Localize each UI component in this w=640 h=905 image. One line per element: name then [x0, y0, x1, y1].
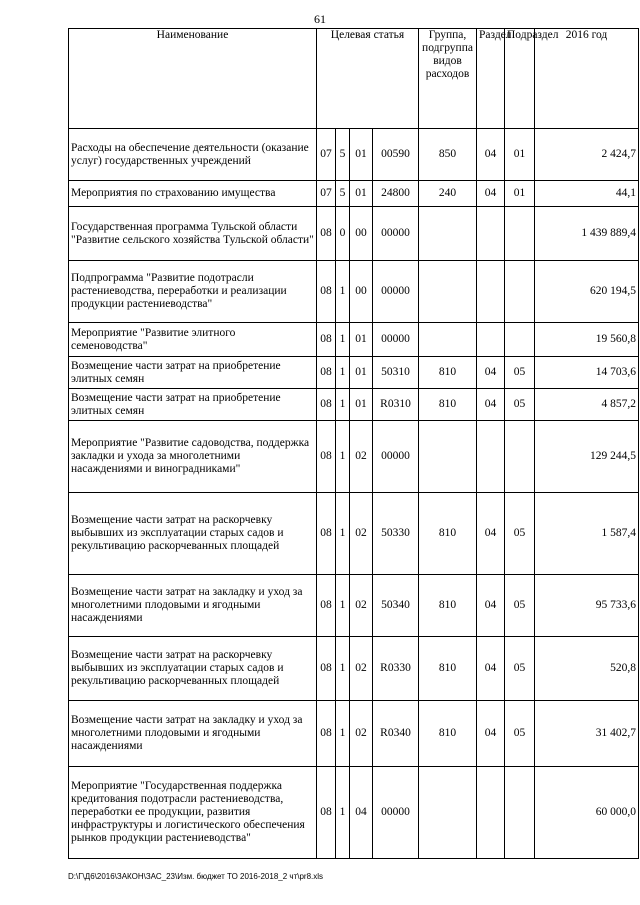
row-code-program: 07 — [317, 181, 336, 207]
row-code-direction: 00000 — [373, 323, 419, 357]
row-section — [477, 261, 505, 323]
row-group — [419, 323, 477, 357]
row-code-direction: 50310 — [373, 357, 419, 389]
row-subsection: 05 — [505, 575, 535, 637]
row-code-program: 08 — [317, 357, 336, 389]
header-group: Группа, подгруппа видов расходов — [419, 29, 477, 129]
row-code-event: 02 — [350, 701, 373, 767]
row-group: 850 — [419, 129, 477, 181]
row-code-direction: 50330 — [373, 493, 419, 575]
row-code-program: 07 — [317, 129, 336, 181]
header-name: Наименование — [69, 29, 317, 129]
row-name: Мероприятие "Развитие элитного семеноводства" — [69, 323, 317, 357]
row-subsection: 05 — [505, 637, 535, 701]
row-amount: 1 587,4 — [535, 493, 639, 575]
row-code-subprogram: 1 — [336, 357, 350, 389]
table-row — [69, 181, 639, 207]
row-section: 04 — [477, 637, 505, 701]
table-row — [69, 493, 639, 575]
row-section — [477, 767, 505, 859]
row-code-subprogram: 1 — [336, 421, 350, 493]
row-code-event: 04 — [350, 767, 373, 859]
row-code-program: 08 — [317, 493, 336, 575]
row-section: 04 — [477, 701, 505, 767]
table-row — [69, 389, 639, 421]
row-section: 04 — [477, 493, 505, 575]
row-amount: 14 703,6 — [535, 357, 639, 389]
row-code-subprogram: 1 — [336, 575, 350, 637]
row-group: 810 — [419, 493, 477, 575]
row-code-direction: R0310 — [373, 389, 419, 421]
row-subsection: 05 — [505, 493, 535, 575]
row-code-direction: 00000 — [373, 421, 419, 493]
row-group: 810 — [419, 637, 477, 701]
row-amount: 95 733,6 — [535, 575, 639, 637]
row-amount: 4 857,2 — [535, 389, 639, 421]
row-section — [477, 323, 505, 357]
row-code-event: 02 — [350, 575, 373, 637]
row-subsection: 01 — [505, 129, 535, 181]
row-group — [419, 261, 477, 323]
row-code-direction: 00000 — [373, 207, 419, 261]
row-subsection — [505, 207, 535, 261]
table-row — [69, 767, 639, 859]
row-code-event: 01 — [350, 357, 373, 389]
row-name: Возмещение части затрат на раскорчевку выбывших из эксплуатации старых садов и рекультивацию раскорчеванных площадей — [69, 493, 317, 575]
row-subsection: 05 — [505, 701, 535, 767]
row-code-event: 01 — [350, 129, 373, 181]
row-name: Возмещение части затрат на приобретение элитных семян — [69, 389, 317, 421]
row-code-event: 00 — [350, 207, 373, 261]
table-row — [69, 261, 639, 323]
row-subsection — [505, 767, 535, 859]
row-code-event: 02 — [350, 493, 373, 575]
row-subsection: 05 — [505, 389, 535, 421]
row-section: 04 — [477, 129, 505, 181]
row-code-direction: R0330 — [373, 637, 419, 701]
row-group — [419, 207, 477, 261]
row-code-program: 08 — [317, 575, 336, 637]
row-name: Мероприятие "Развитие садоводства, поддержка закладки и ухода за многолетними насаждениями и виноградниками" — [69, 421, 317, 493]
row-section — [477, 421, 505, 493]
row-amount: 2 424,7 — [535, 129, 639, 181]
row-group — [419, 767, 477, 859]
table-row — [69, 575, 639, 637]
row-amount: 129 244,5 — [535, 421, 639, 493]
row-subsection — [505, 421, 535, 493]
row-code-subprogram: 0 — [336, 207, 350, 261]
row-code-program: 08 — [317, 701, 336, 767]
row-amount: 520,8 — [535, 637, 639, 701]
row-code-subprogram: 1 — [336, 261, 350, 323]
row-code-direction: 00000 — [373, 261, 419, 323]
row-code-program: 08 — [317, 389, 336, 421]
row-group: 810 — [419, 389, 477, 421]
row-code-direction: 50340 — [373, 575, 419, 637]
header-row — [69, 29, 639, 129]
header-section: Раздел — [477, 29, 505, 129]
row-group — [419, 421, 477, 493]
row-code-subprogram: 1 — [336, 701, 350, 767]
table-row — [69, 129, 639, 181]
header-year: 2016 год — [535, 29, 639, 129]
row-name: Возмещение части затрат на раскорчевку выбывших из эксплуатации старых садов и рекультивацию раскорчеванных площадей — [69, 637, 317, 701]
row-code-program: 08 — [317, 261, 336, 323]
row-code-program: 08 — [317, 207, 336, 261]
row-code-direction: 24800 — [373, 181, 419, 207]
row-code-program: 08 — [317, 323, 336, 357]
row-code-subprogram: 1 — [336, 389, 350, 421]
row-code-subprogram: 5 — [336, 181, 350, 207]
row-code-subprogram: 1 — [336, 493, 350, 575]
row-subsection — [505, 261, 535, 323]
row-section: 04 — [477, 181, 505, 207]
table-row — [69, 637, 639, 701]
table-row — [69, 421, 639, 493]
row-group: 810 — [419, 575, 477, 637]
table-row — [69, 701, 639, 767]
row-amount: 19 560,8 — [535, 323, 639, 357]
row-code-program: 08 — [317, 637, 336, 701]
row-amount: 31 402,7 — [535, 701, 639, 767]
row-section: 04 — [477, 575, 505, 637]
row-code-subprogram: 1 — [336, 323, 350, 357]
header-target-article: Целевая статья — [317, 29, 419, 129]
row-section: 04 — [477, 389, 505, 421]
row-code-event: 02 — [350, 421, 373, 493]
row-code-event: 01 — [350, 389, 373, 421]
row-name: Возмещение части затрат на закладку и уход за многолетними плодовыми и ягодными насаждениями — [69, 701, 317, 767]
row-subsection: 05 — [505, 357, 535, 389]
row-code-event: 01 — [350, 181, 373, 207]
table-row — [69, 207, 639, 261]
row-code-subprogram: 5 — [336, 129, 350, 181]
row-code-subprogram: 1 — [336, 767, 350, 859]
row-amount: 44,1 — [535, 181, 639, 207]
row-amount: 1 439 889,4 — [535, 207, 639, 261]
row-code-event: 02 — [350, 637, 373, 701]
row-group: 240 — [419, 181, 477, 207]
row-name: Подпрограмма "Развитие подотрасли растениеводства, переработки и реализации продукции растениеводства" — [69, 261, 317, 323]
budget-table — [68, 28, 639, 859]
header-subsection: Подраздел — [505, 29, 535, 129]
row-code-event: 01 — [350, 323, 373, 357]
row-code-direction: R0340 — [373, 701, 419, 767]
row-group: 810 — [419, 357, 477, 389]
row-code-program: 08 — [317, 767, 336, 859]
row-name: Государственная программа Тульской области "Развитие сельского хозяйства Тульской области" — [69, 207, 317, 261]
row-amount: 620 194,5 — [535, 261, 639, 323]
row-subsection — [505, 323, 535, 357]
row-amount: 60 000,0 — [535, 767, 639, 859]
row-section — [477, 207, 505, 261]
page-number: 61 — [314, 12, 326, 26]
table-row — [69, 323, 639, 357]
row-group: 810 — [419, 701, 477, 767]
row-section: 04 — [477, 357, 505, 389]
row-subsection: 01 — [505, 181, 535, 207]
row-code-event: 00 — [350, 261, 373, 323]
row-name: Мероприятия по страхованию имущества — [69, 181, 317, 207]
row-name: Возмещение части затрат на закладку и уход за многолетними плодовыми и ягодными насаждениями — [69, 575, 317, 637]
file-path-footer: D:\Г\Д6\2016\ЗАКОН\ЗАС_23\Изм. бюджет ТО 2016-2018_2 чт\pr8.xls — [68, 872, 324, 881]
row-name: Возмещение части затрат на приобретение элитных семян — [69, 357, 317, 389]
row-code-direction: 00590 — [373, 129, 419, 181]
row-name: Мероприятие "Государственная поддержка кредитования подотрасли растениеводства, переработки ее продукции, развития инфраструктуры и логистического обеспечения рынков продукции растениеводства" — [69, 767, 317, 859]
row-name: Расходы на обеспечение деятельности (оказание услуг) государственных учреждений — [69, 129, 317, 181]
row-code-program: 08 — [317, 421, 336, 493]
table-row — [69, 357, 639, 389]
row-code-direction: 00000 — [373, 767, 419, 859]
row-code-subprogram: 1 — [336, 637, 350, 701]
